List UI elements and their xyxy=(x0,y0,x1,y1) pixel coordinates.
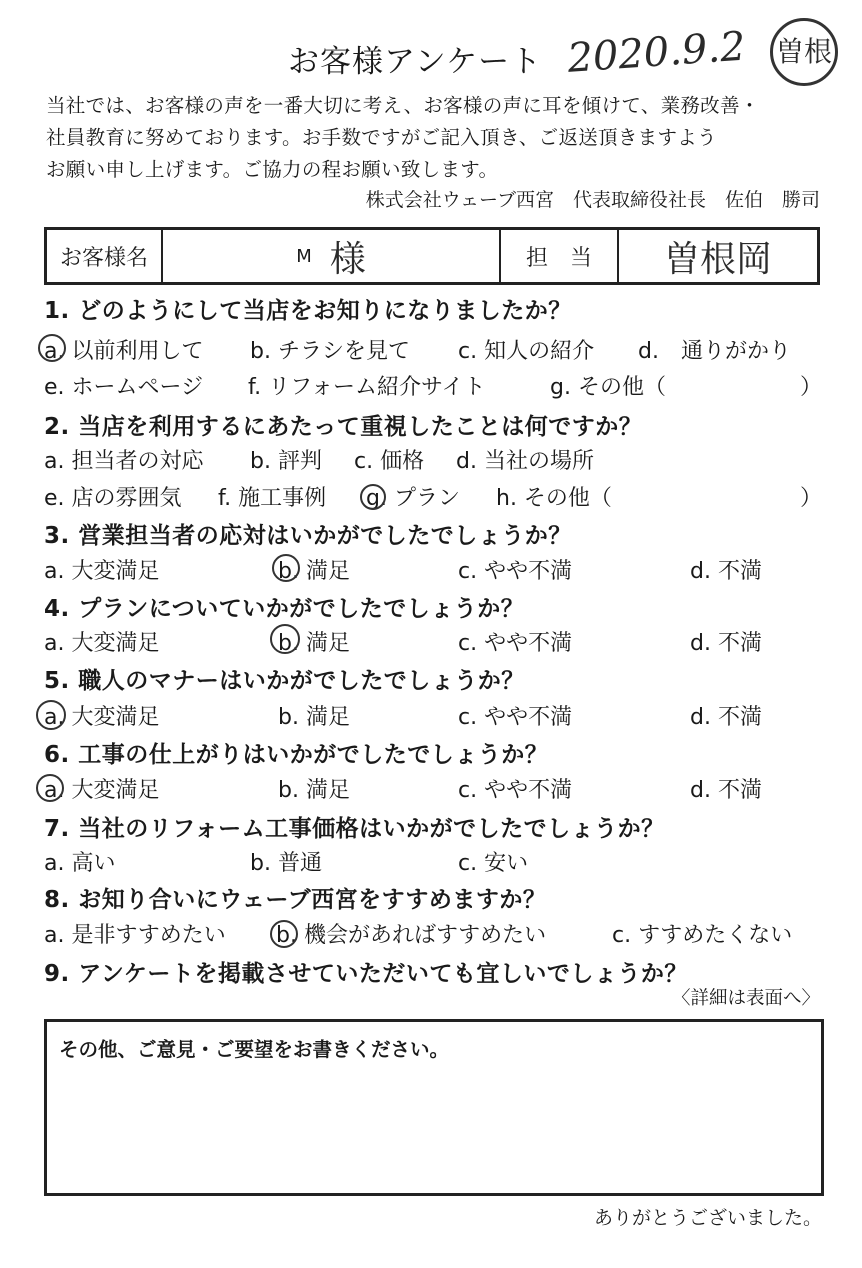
q4-option-b[interactable]: b. 満足 xyxy=(278,631,350,656)
q1-option-f[interactable]: f. リフォーム紹介サイト xyxy=(248,375,486,400)
q2-option-f[interactable]: f. 施工事例 xyxy=(218,486,327,511)
q8-option-c[interactable]: c. すすめたくない xyxy=(612,923,793,948)
question-8: 8. お知り合いにウェーブ西宮をすすめますか？ xyxy=(44,887,547,913)
q8-option-b[interactable]: b. 機会があればすすめたい xyxy=(276,923,547,948)
intro-line-1: 当社では、お客様の声を一番大切に考え、お客様の声に耳を傾けて、業務改善・ xyxy=(46,94,760,117)
form-title: お客様アンケート xyxy=(288,44,543,80)
q6-option-d[interactable]: d. 不満 xyxy=(690,778,762,803)
q5-option-d[interactable]: d. 不満 xyxy=(690,705,762,730)
q2-option-h[interactable]: h. その他（ xyxy=(496,486,612,511)
q1-option-g[interactable]: g. その他（ xyxy=(550,375,666,400)
q1-option-a[interactable]: a. 以前利用して xyxy=(44,339,204,364)
staff-name-field[interactable]: 曽根岡 xyxy=(663,238,772,280)
customer-initial: M xyxy=(296,245,312,267)
q2-option-c[interactable]: c. 価格 xyxy=(354,449,425,474)
question-9: 9. アンケートを掲載させていただいても宜しいでしょうか？ xyxy=(44,961,688,987)
q7-option-c[interactable]: c. 安い xyxy=(458,851,529,876)
handwritten-date: 2020.9.2 xyxy=(566,23,747,82)
intro-line-3: お願い申し上げます。ご協力の程お願い致します。 xyxy=(46,158,499,181)
customer-name-field[interactable] xyxy=(163,230,501,282)
q2-option-h-close: ） xyxy=(800,486,823,511)
question-5: 5. 職人のマナーはいかがでしたでしょうか？ xyxy=(44,668,525,694)
q4-option-c[interactable]: c. やや不満 xyxy=(458,631,573,656)
question-1: 1. どのようにして当店をお知りになりましたか？ xyxy=(44,298,572,324)
q5-option-a[interactable]: a. 大変満足 xyxy=(44,705,160,730)
q4-option-d[interactable]: d. 不満 xyxy=(690,631,762,656)
q4-selection-mark xyxy=(270,624,300,654)
q2-option-e[interactable]: e. 店の雰囲気 xyxy=(44,486,182,511)
comments-label: その他、ご意見・ご要望をお書きください。 xyxy=(59,1038,450,1061)
q3-option-b[interactable]: b. 満足 xyxy=(278,559,350,584)
q8-selection-mark xyxy=(270,920,298,948)
q1-option-g-close: ） xyxy=(800,375,823,400)
q2-option-b[interactable]: b. 評判 xyxy=(250,449,322,474)
intro-line-2: 社員教育に努めております。お手数ですがご記入頂き、ご返送頂きますよう xyxy=(46,126,717,149)
q5-selection-mark xyxy=(36,700,66,730)
company-signature: 株式会社ウェーブ西宮 代表取締役社長 佐伯 勝司 xyxy=(365,189,820,211)
q2-option-g[interactable]: g. プラン xyxy=(366,486,460,511)
q2-option-a[interactable]: a. 担当者の対応 xyxy=(44,449,204,474)
q9-note: 〈詳細は表面へ〉 xyxy=(671,988,820,1009)
q6-option-c[interactable]: c. やや不満 xyxy=(458,778,573,803)
q4-option-a[interactable]: a. 大変満足 xyxy=(44,631,160,656)
q1-selection-mark xyxy=(38,334,66,362)
question-4: 4. プランについていかがでしたでしょうか？ xyxy=(44,596,525,622)
q3-option-c[interactable]: c. やや不満 xyxy=(458,559,573,584)
q7-option-a[interactable]: a. 高い xyxy=(44,851,116,876)
q1-option-b[interactable]: b. チラシを見て xyxy=(250,339,410,364)
question-2: 2. 当店を利用するにあたって重視したことは何ですか？ xyxy=(44,414,643,440)
comments-box[interactable] xyxy=(44,1019,824,1196)
q3-selection-mark xyxy=(272,554,300,582)
q1-option-e[interactable]: e. ホームページ xyxy=(44,375,204,400)
q2-selection-mark xyxy=(360,484,386,510)
question-6: 6. 工事の仕上がりはいかがでしたでしょうか？ xyxy=(44,742,549,768)
question-7: 7. 当社のリフォーム工事価格はいかがでしたでしょうか？ xyxy=(44,816,665,842)
q6-option-b[interactable]: b. 満足 xyxy=(278,778,350,803)
q7-option-b[interactable]: b. 普通 xyxy=(250,851,322,876)
customer-info-table xyxy=(44,227,820,285)
q3-option-a[interactable]: a. 大変満足 xyxy=(44,559,160,584)
seal-stamp: 曽根 xyxy=(770,18,838,86)
q8-option-a[interactable]: a. 是非すすめたい xyxy=(44,923,226,948)
q5-option-b[interactable]: b. 満足 xyxy=(278,705,350,730)
q3-option-d[interactable]: d. 不満 xyxy=(690,559,762,584)
q1-option-d[interactable]: d. 通りがかり xyxy=(638,339,791,364)
customer-name-label: お客様名 xyxy=(47,230,163,282)
q2-option-d[interactable]: d. 当社の場所 xyxy=(456,449,594,474)
q1-option-c[interactable]: c. 知人の紹介 xyxy=(458,339,595,364)
customer-honorific: 様 xyxy=(329,238,366,280)
q6-option-a[interactable]: a. 大変満足 xyxy=(44,778,160,803)
question-3: 3. 営業担当者の応対はいかがでしたでしょうか？ xyxy=(44,523,572,549)
thank-you-note: ありがとうございました。 xyxy=(593,1207,822,1229)
q6-selection-mark xyxy=(36,774,64,802)
staff-label: 担 当 xyxy=(501,230,619,282)
q5-option-c[interactable]: c. やや不満 xyxy=(458,705,573,730)
